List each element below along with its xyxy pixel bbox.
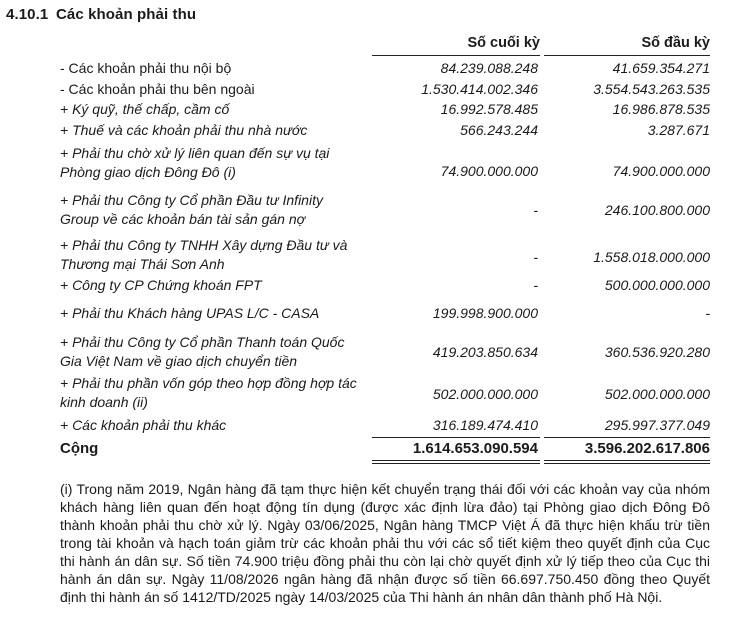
total-double-rule (544, 460, 710, 461)
opening-value: 3.287.671 (647, 122, 710, 138)
closing-value: 566.243.244 (460, 122, 538, 138)
closing-value: 199.998.900.000 (432, 305, 538, 321)
opening-value: 74.900.000.000 (612, 163, 710, 179)
row-label: + Phải thu Công ty TNHH Xây dựng Đầu tư và Thương mại Thái Sơn Anh (60, 237, 348, 272)
row-label: + Các khoản phải thu khác (60, 417, 227, 433)
total-double-rule (544, 463, 710, 464)
column-header-closing: Số cuối kỳ (467, 35, 540, 51)
total-closing-value: 1.614.653.090.594 (412, 440, 538, 457)
closing-value: 1.530.414.002.346 (421, 81, 538, 97)
row-label: + Phải thu chờ xử lý liên quan đến sự vụ tại Phòng giao dịch Đông Đô (i) (60, 145, 330, 180)
opening-value: 1.558.018.000.000 (593, 249, 710, 265)
closing-value: - (533, 277, 538, 293)
opening-value: 360.536.920.280 (604, 344, 710, 360)
row-label: - Các khoản phải thu bên ngoài (60, 81, 255, 97)
total-opening-value: 3.596.202.617.806 (584, 440, 710, 457)
row-label: + Phải thu Khách hàng UPAS L/C - CASA (60, 305, 320, 321)
row-label: - Các khoản phải thu nội bộ (60, 60, 232, 76)
total-double-rule (372, 463, 540, 464)
total-label: Cộng (60, 440, 99, 457)
row-label: + Phải thu phần vốn góp theo hợp đồng hợp tác kinh doanh (ii) (60, 375, 357, 410)
section-number: 4.10.1 (6, 6, 49, 23)
closing-value: 16.992.578.485 (440, 101, 538, 117)
footnote-paragraph: (i) Trong năm 2019, Ngân hàng đã tạm thực hiện kết chuyển trạng thái đối với các khoản vay của nhóm khách hàng liên quan đến hoạt động tín dụng (được xác định lừa đảo) tại Phòng giao dịch Đông Đô thành khoản phải thu chờ xử lý. Ngày 03/06/2025, Ngân hàng TMCP Việt Á đã thực hiện khấu trừ tiền trong tài khoản và hạch toán giảm trừ các khoản phải thu với các sổ tiết kiệm theo quyết định của Cục thi hành án dân sự. Số tiền 74.900 triệu đồng phải thu còn lại chờ quyết định xử lý tiếp theo của Cục thi hành án dân sự. Ngày 11/08/2026 ngân hàng đã nhận được số tiền 66.697.750.450 đồng theo Quyết định thi hành án số 1412/TD/2025 ngày 14/03/2025 của Thi hành án nhân dân thành phố Hà Nội. (60, 481, 710, 605)
column-header-opening: Số đầu kỳ (641, 35, 710, 51)
opening-value: 246.100.800.000 (604, 202, 710, 218)
closing-value: 502.000.000.000 (432, 386, 538, 402)
total-rule-top (372, 437, 540, 438)
closing-value: 419.203.850.634 (432, 344, 538, 360)
opening-value: 295.997.377.049 (604, 417, 710, 433)
total-rule-top (544, 437, 710, 438)
closing-value: - (533, 249, 538, 265)
row-label: + Phải thu Công ty Cổ phần Thanh toán Quốc Gia Việt Nam về giao dịch chuyển tiền (60, 334, 345, 369)
opening-value: 500.000.000.000 (604, 277, 710, 293)
header-underline (544, 55, 710, 56)
closing-value: 84.239.088.248 (440, 60, 538, 76)
total-double-rule (372, 460, 540, 461)
opening-value: 3.554.543.263.535 (593, 81, 710, 97)
opening-value: 16.986.878.535 (612, 101, 710, 117)
opening-value: - (705, 305, 710, 321)
opening-value: 41.659.354.271 (612, 60, 710, 76)
row-label: + Ký quỹ, thế chấp, cầm cố (60, 101, 230, 117)
opening-value: 502.000.000.000 (604, 386, 710, 402)
closing-value: 316.189.474.410 (432, 417, 538, 433)
header-underline (372, 55, 540, 56)
section-title: Các khoản phải thu (56, 6, 197, 23)
row-label: + Phải thu Công ty Cổ phần Đầu tư Infinity Group về các khoản bán tài sản gán nợ (60, 192, 323, 227)
closing-value: 74.900.000.000 (440, 163, 538, 179)
section-heading (6, 6, 196, 23)
row-label: + Thuế và các khoản phải thu nhà nước (60, 122, 308, 138)
row-label: + Công ty CP Chứng khoán FPT (60, 277, 262, 293)
closing-value: - (533, 202, 538, 218)
